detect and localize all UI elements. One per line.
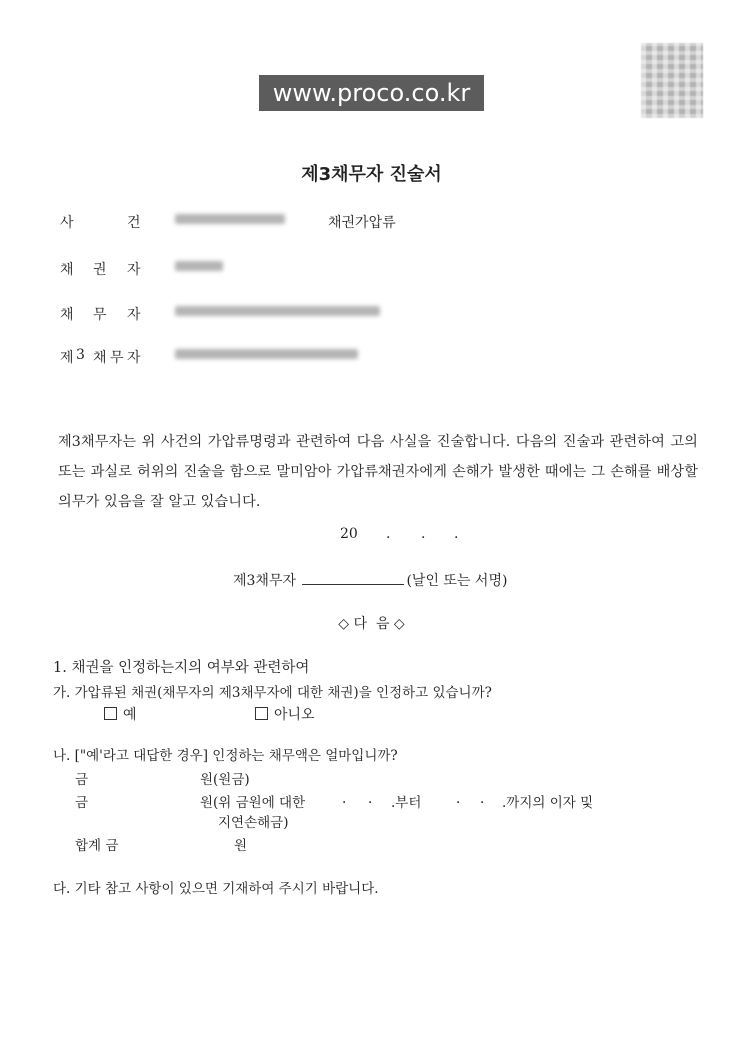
signature-label: 제3채무자 (233, 573, 297, 589)
no-label: 아니오 (274, 707, 315, 723)
amount-row2-dot-4: . (480, 791, 485, 807)
case-type: 채권가압류 (328, 215, 396, 231)
amount-row2-from: .부터 (391, 795, 422, 811)
no-option[interactable] (255, 704, 315, 724)
third-debtor-label-1: 제 (60, 350, 74, 366)
q1-da: 다. 기타 참고 사항이 있으면 기재하여 주시기 바랍니다. (53, 881, 379, 897)
case-label-geon: 건 (127, 215, 141, 231)
creditor-name-redacted (175, 261, 223, 271)
third-debtor-name-redacted (175, 349, 358, 359)
debtor-label-1: 채 (60, 307, 74, 323)
amount-row1-label: 금 (75, 772, 89, 788)
third-debtor-label-2: 3 (76, 347, 85, 363)
total-value: 원 (234, 838, 248, 854)
date-dot-2: . (421, 526, 426, 542)
case-number-redacted (175, 214, 285, 224)
third-debtor-label-3: 채 (93, 350, 107, 366)
date-dot-1: . (386, 526, 391, 542)
q1-heading: 1. 채권을 인정하는지의 여부와 관련하여 (53, 660, 310, 676)
amount-row2-continued: 지연손해금) (218, 815, 289, 831)
date-dot-3: . (454, 526, 459, 542)
creditor-label-1: 채 (60, 262, 74, 278)
watermark-banner: www.proco.co.kr (259, 75, 484, 111)
debtor-label-2: 무 (93, 307, 107, 323)
yes-checkbox[interactable] (104, 707, 117, 720)
creditor-label-2: 권 (93, 262, 107, 278)
total-label: 합계 금 (75, 838, 119, 854)
amount-row2-value: 원(위 금원에 대한 (200, 795, 306, 811)
signature-blank[interactable] (302, 572, 404, 585)
signature-suffix: (날인 또는 서명) (406, 573, 508, 589)
statement-paragraph: 제3채무자는 위 사건의 가압류명령과 관련하여 다음 사실을 진술합니다. 다음의 진술과 관련하여 고의 또는 과실로 허위의 진술을 함으로 말미암아 가압류채권자에게 손해가 발생한 때에는 그 손해를 배상할 의무가 있음을 잘 알고 있습니다. (58, 434, 698, 510)
creditor-label-3: 자 (127, 262, 141, 278)
document-title: 제3채무자 진술서 (301, 164, 442, 185)
amount-row2-dot-3: . (456, 791, 461, 807)
amount-row1-value: 원(원금) (200, 772, 250, 788)
case-label-sa: 사 (60, 215, 74, 231)
q1-ga: 가. 가압류된 채권(채무자의 제3채무자에 대한 채권)을 인정하고 있습니까? (53, 685, 492, 701)
signature-line (233, 570, 507, 590)
debtor-name-redacted (175, 306, 380, 316)
amount-row2-dot-2: . (368, 791, 373, 807)
qr-code-image (641, 43, 703, 118)
yes-label: 예 (123, 707, 137, 723)
amount-row2-label: 금 (75, 795, 89, 811)
date-year-prefix: 20 (340, 526, 358, 542)
section-heading: ◇ 다 음 ◇ (338, 616, 405, 632)
q1-na: 나. ["예'라고 대답한 경우] 인정하는 채무액은 얼마입니까? (53, 748, 398, 764)
amount-row2-until: .까지의 이자 및 (502, 795, 594, 811)
yes-option[interactable] (104, 704, 137, 724)
no-checkbox[interactable] (255, 707, 268, 720)
amount-row2-dot-1: . (342, 791, 347, 807)
third-debtor-label-5: 자 (127, 350, 141, 366)
third-debtor-label-4: 무 (110, 350, 124, 366)
debtor-label-3: 자 (127, 307, 141, 323)
